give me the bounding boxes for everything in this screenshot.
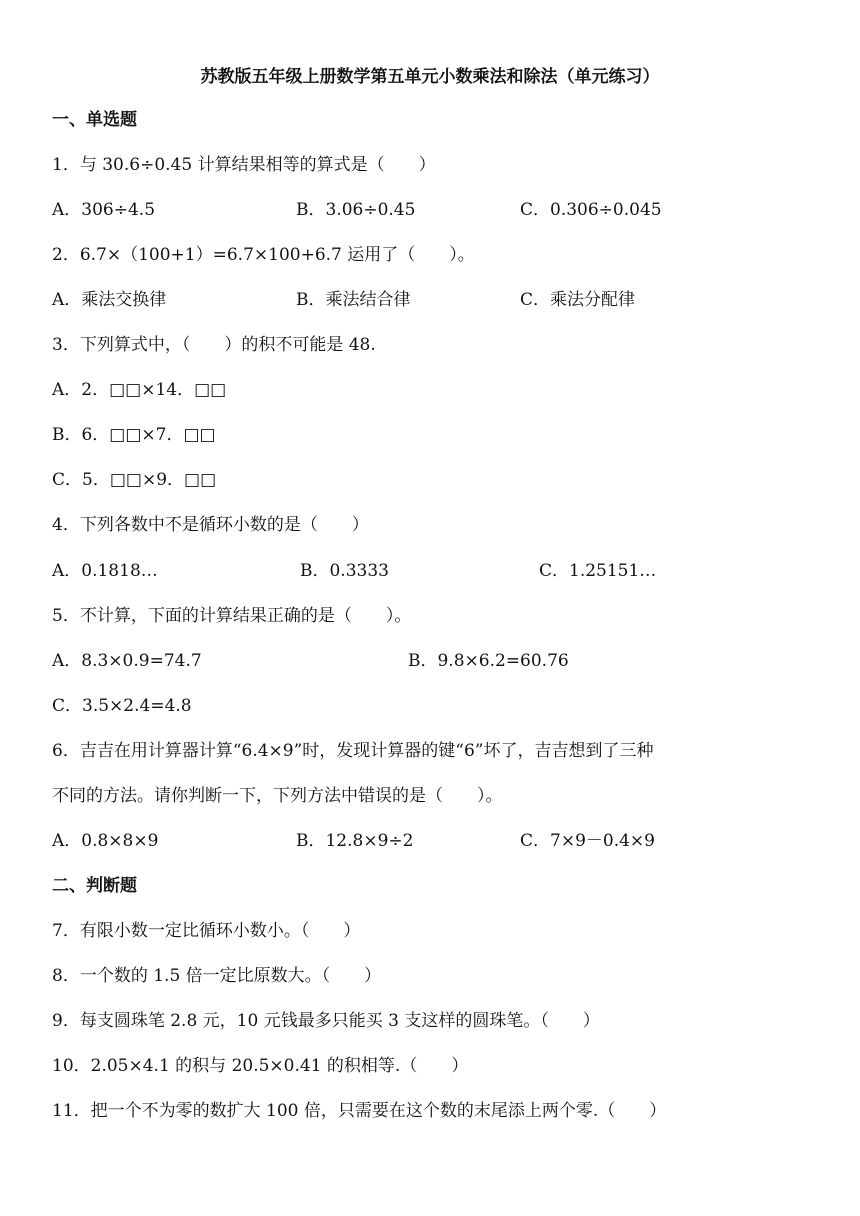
- question-6-line-2: 不同的方法。请你判断一下，下列方法中错误的是（ ）。: [52, 786, 503, 806]
- question-5: 5．不计算，下面的计算结果正确的是（ ）。: [52, 606, 412, 626]
- page-title: 苏教版五年级上册数学第五单元小数乘法和除法（单元练习）: [200, 67, 660, 87]
- question-10: 10．2.05×4.1 的积与 20.5×0.41 的积相等.（ ）: [52, 1056, 469, 1076]
- question-5-option-a: A．8.3×0.9=74.7: [52, 651, 202, 671]
- question-11: 11．把一个不为零的数扩大 100 倍，只需要在这个数的末尾添上两个零.（ ）: [52, 1101, 667, 1121]
- question-6-option-b: B．12.8×9÷2: [296, 831, 414, 851]
- question-6-option-a: A．0.8×8×9: [52, 831, 159, 851]
- question-2: 2．6.7×（100+1）=6.7×100+6.7 运用了（ ）。: [52, 245, 475, 265]
- question-1-option-c: C．0.306÷0.045: [520, 200, 662, 220]
- section-heading-true-false: 二、判断题: [52, 876, 137, 896]
- question-9: 9．每支圆珠笔 2.8 元，10 元钱最多只能买 3 支这样的圆珠笔。（ ）: [52, 1011, 600, 1031]
- question-3: 3．下列算式中，（ ）的积不可能是 48.: [52, 335, 376, 355]
- question-4-option-c: C．1.25151…: [539, 561, 657, 581]
- question-8: 8．一个数的 1.5 倍一定比原数大。（ ）: [52, 966, 382, 986]
- question-4: 4．下列各数中不是循环小数的是（ ）: [52, 515, 369, 535]
- question-4-option-a: A．0.1818…: [52, 561, 158, 581]
- question-1-option-a: A．306÷4.5: [52, 200, 156, 220]
- question-1: 1．与 30.6÷0.45 计算结果相等的算式是（ ）: [52, 155, 436, 175]
- question-7: 7．有限小数一定比循环小数小。（ ）: [52, 921, 361, 941]
- question-2-option-c: C．乘法分配律: [520, 290, 636, 310]
- question-5-option-c: C．3.5×2.4=4.8: [52, 696, 192, 716]
- section-heading-single-choice: 一、单选题: [52, 110, 137, 130]
- question-6-option-c: C．7×9－0.4×9: [520, 831, 655, 851]
- question-1-option-b: B．3.06÷0.45: [296, 200, 416, 220]
- question-2-option-b: B．乘法结合律: [296, 290, 411, 310]
- question-6-line-1: 6．吉吉在用计算器计算“6.4×9”时，发现计算器的键“6”坏了，吉吉想到了三种: [52, 741, 654, 761]
- question-3-option-a: A．2．□□×14．□□: [52, 380, 227, 400]
- question-5-option-b: B．9.8×6.2=60.76: [408, 651, 569, 671]
- question-3-option-b: B．6．□□×7．□□: [52, 425, 216, 445]
- question-3-option-c: C．5．□□×9．□□: [52, 470, 217, 490]
- question-4-option-b: B．0.3333: [300, 561, 389, 581]
- question-2-option-a: A．乘法交换律: [52, 290, 167, 310]
